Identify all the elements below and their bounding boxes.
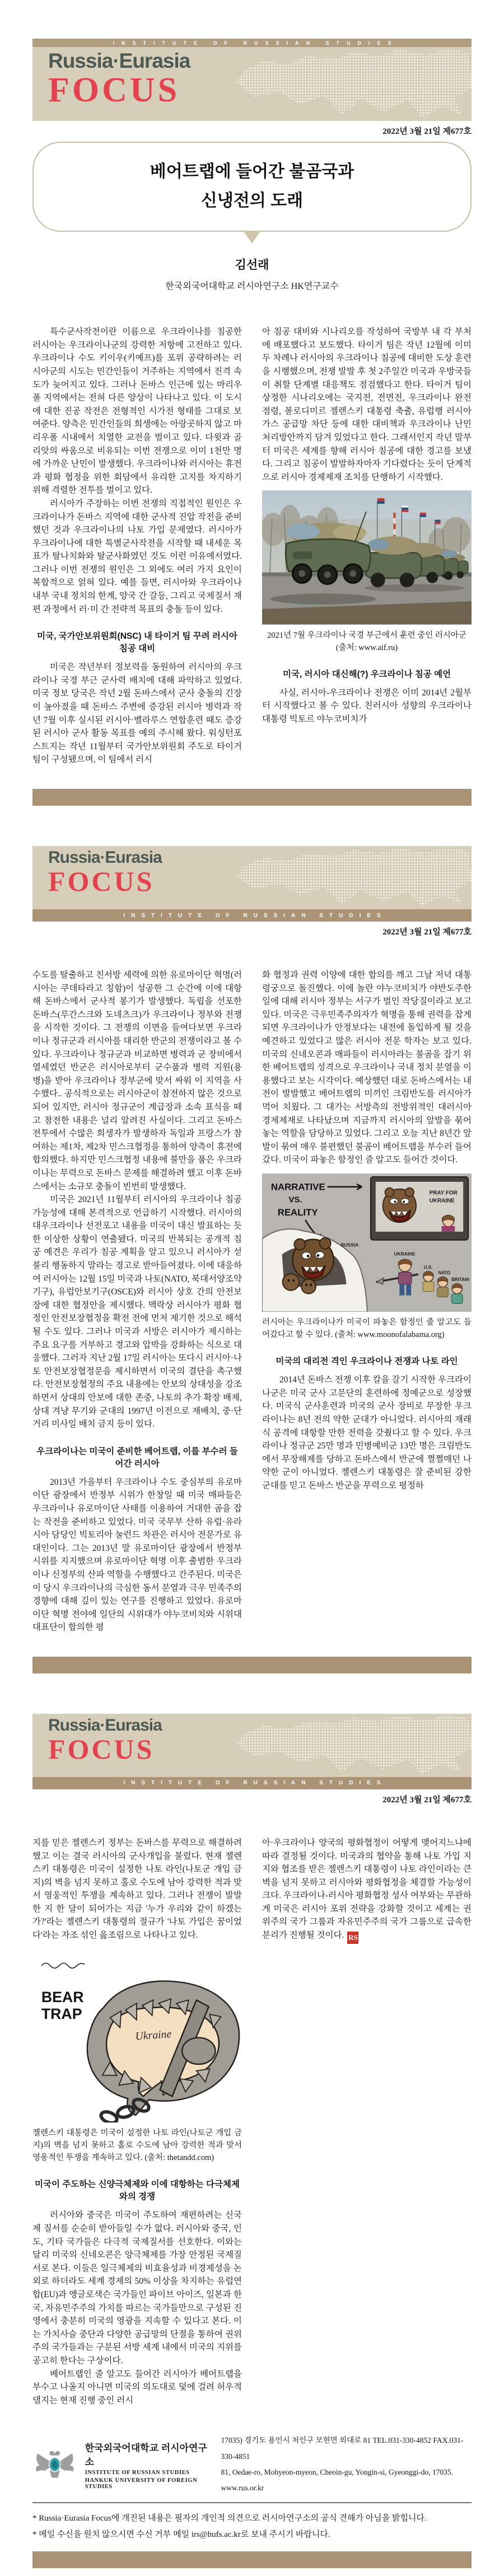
page1-footer-bar [32,789,472,806]
issue-date: 2022년 3월 21일 제677호 [382,928,472,937]
paragraph [262,1836,472,1944]
world-map-dots-icon [226,47,472,121]
svg-text:UKRAINE: UKRAINE [394,1251,416,1257]
footer-divider [32,2502,472,2503]
article-title-line1: 베어트랩에 들어간 불곰국과 [150,162,354,181]
paragraph: 2013년 가을부터 우크라이나 수도 중심부의 유로마이단 광장에서 반정부 시위가 한창일 때 미국 매파들은 우크라이나 유로마이단 사태를 이용하여 거대한 곰을 잡는 작전을 준비하고 있었다. 미국 국무부 산하 유럽·유라시아 담당인 빅토리아 눌런드 차관은 러시아 전문가로 유대인이다. 그는 2013년 말 유로마이단 광장에서 반정부 시위를 지지했으며 유로마이단 혁명 이후 출범한 우크라이나 신정부의 산파 역할을 수행했다고 간주된다. 미국은 이 당시 우크라이나의 극심한 동서 분열과 극우 민족주의 경향에 대해 깊이 있는 연구를 진행하고 있었다. 유로마이단 혁명 전야에 일단의 시위대가 야누코비치와 시위대 대표단이 합의한 평 [32,1477,242,1633]
bear-trap-cartoon [32,1957,242,2123]
page2-left-column [32,969,242,1634]
top-margin [0,0,504,39]
paragraph: 베어트랩인 줄 알고도 들어간 러시아가 베어트랩을 부수고 나올지 아니면 미국의 의도대로 덫에 걸려 허우적댈지는 현재 진행 중인 러시 [32,2369,242,2405]
bottom-margin [0,2568,504,2576]
issue-date: 2022년 3월 21일 제677호 [382,127,472,136]
page1-columns [32,325,472,766]
brand-line-focus: FOCUS [48,866,155,897]
bear-cartoon [262,1174,472,1312]
page-gap [0,1673,504,1714]
narrative-vs-reality-cartoon-image [262,1174,472,1312]
institute-banner: INSTITUTE OF RUSSIAN STUDIES [32,909,472,922]
author-name: 김선래 [235,259,269,272]
issue-date: 2022년 3월 21일 제677호 [382,1795,472,1804]
military-convoy-photo-image [262,490,472,624]
article-title-line2: 신냉전의 도래 [200,191,304,210]
page-3 [0,1714,504,2568]
paragraph: 아 침공 대비와 시나리오를 작성하여 국방부 내 각 부처에 배포했다고 보도했다. 타이거 팀은 작년 12월에 이미 두 차례나 러시아의 우크라이나 침공에 대비한 도상 훈련을 시행했으며, 전쟁 발발 후 첫 2주일간 미국과 우방국들이 취할 단계별 대응책도 점검했다고 한다. 타이거 팀이 상정한 시나리오에는 국지전, 전면전, 우크라이나 완전 점령, 볼로디미르 젤렌스키 대통령 축출, 유럽행 러시아 가스 공급망 차단 등에 대한 대비책과 우크라이나 난민 처리방안까지 담겨 있었다고 한다. 그래서인지 작년 말부터 미국은 세계를 향해 러시아 침공에 대한 경고를 보냈다. 그리고 침공이 발발하자마자 기다렸다는 듯이 단계적으로 러시아 경제제재 조치를 단행하기 시작했다. [262,327,472,482]
svg-text:Ukraine: Ukraine [134,2027,172,2043]
bear-trap-ukraine-map-image [32,1957,242,2123]
svg-text:BEAR: BEAR [41,1988,84,2005]
institute-name-kr: 한국외국어대학교 러시아연구소 [85,2442,207,2467]
masthead-band [32,1714,472,1777]
svg-text:NATO: NATO [438,1270,451,1275]
paragraph: 특수군사작전이란 이름으로 우크라이나를 침공한 러시아는 우크라이나군의 강력한 저항에 고전하고 있다. 우크라이나 수도 키이우(키예프)를 포위 공략하려는 러시아군의 시도는 민간인들이 거주하는 지역에서 진격 속도가 늦어지고 있다. 그러나 돈바스 인근에 있는 마리우폴 지역에서는 전혀 다른 양상이 나타나고 있다. 이 도시에 대한 진공 작전은 전형적인 시가전 형태를 그대로 보여준다. 양측은 민간인들의 희생에는 아랑곳하지 않고 마리우폴 시내에서 치열한 교전을 벌이고 있다. 다윗과 골리앗의 싸움으로 비유되는 이번 전쟁으로 이미 1천만 명에 가까운 난민이 발생했다. 우크라이나와 러시아는 휴전과 평화 협정을 위한 회담에서 유리한 고지를 차지하기 위해 격렬한 전투를 벌이고 있다. [32,327,242,495]
double-eagle-emblem-icon [32,2449,77,2480]
section-heading: 미국, 국가안보위원회(NSC) 내 타이거 팀 꾸려 러시아 침공 대비 [37,632,237,654]
paragraph: 2014년 돈바스 전쟁 이후 칼을 갈기 시작한 우크라이나군은 미국 군사 고문단의 훈련하에 정예군으로 성장했다. 미국식 군사훈련과 미국의 군사 장비로 무장한 우크라이나는 8년 전의 약한 군대가 아니었다. 러시아의 재래식 공격에 대항할 만한 전력을 갖췄다고 할 수 있다. 우크라이나 정규군 25만 명과 민병예비군 13만 명은 크림반도에서 무장해제를 당하고 돈바스에서 반군에 쩔쩔매던 나약한 군이 아니었다. 젤렌스키 대통령은 잘 준비된 강한 군대를 믿고 돈바스 반군을 무력으로 평정하 [262,1375,472,1490]
institute-footer [32,2433,472,2568]
brand-line-russia-eurasia: Russia·Eurasia [48,848,162,867]
svg-text:BRITAIN: BRITAIN [451,1277,469,1282]
page3-right-column [262,1836,472,2407]
disclaimer-note: * Russia·Eurasia Focus에 개진된 내용은 필자의 개인적 의견으로 러시아연구소의 공식 견해가 아님을 밝힙니다. [32,2513,427,2523]
institute-banner: INSTITUTE OF RUSSIAN STUDIES [32,1777,472,1789]
world-map-dots-icon [226,1714,472,1777]
page3-footer-bar [32,2551,472,2568]
brand-logo [48,849,162,895]
page-2 [0,846,504,1673]
paragraph: 러시아가 주장하는 이번 전쟁의 직접적인 원인은 우크라이나가 돈바스 지역에 대한 군사적 진압 작전을 준비했던 것과 우크라이나의 나토 가입 문제였다. 러시아가 우크라이나에 대한 특별군사작전을 시작할 때 내세운 목표가 탈나치화와 탈군사화였던 것도 이런 이유에서였다. 그러나 이번 전쟁의 원인은 그 외에도 여러 가지 요인이 복합적으로 얽혀 있다. 예를 들면, 러시아와 우크라이나 내부 국내 정치의 한계, 양국 간 갈등, 그리고 국제질서 재편 과정에서 러·미 간 전략적 목표의 충돌 등이 있다. [32,498,242,614]
paragraph: 사실, 러시아-우크라이나 전쟁은 이미 2014년 2월부터 시작했다고 볼 수 있다. 친러시아 성향의 우크라이나 대통령 빅토르 야누코비치가 [262,688,472,724]
brand-logo [48,1717,162,1763]
page-gap [0,806,504,846]
title-box-pointer-icon [244,231,260,244]
address-en: 81, Oedae-ro, Mohyeon-myeon, Cheoin-gu, Yongin-si, Gyeonggi-do, 17035. www.rus.or.kr [221,2468,454,2493]
paragraph-text: 아·우크라이나 양국의 평화협정이 어떻게 맺어지느냐에 따라 결정될 것이다. 미국과의 협약을 통해 나토 가입 지지와 협조를 받은 젤렌스키 대통령이 나토 라인이라는 큰 벽을 넘지 못하고 러시아와 평화협정을 체결할 가능성이 크다. 우크라이나-러시아 평화협정 성사 여부와는 무관하게 미국은 러시아 포위 전략을 강화할 것이고 세계는 권위주의 국가 그룹과 자유민주주의 국가 그룹으로 급속한 분리가 진행될 것이다. [262,1838,472,1941]
paragraph: 러시아와 중국은 미국이 주도하여 재편하려는 신국제 질서를 순순히 받아들일 수가 없다. 러시아와 중국, 인도, 기타 국가들은 다극적 국제질서를 선호한다. 이와는 달리 미국의 신네오콘은 양극체제를 가장 안정된 국제질서로 본다. 이들은 일극체제의 비효율성과 비경제성을 논외로 하더라도 세계 경제의 50% 이상을 차지하는 유럽연합(EU)과 앵글로색슨 국가들인 파이브 아이즈, 일본과 한국, 자유민주주의 가치를 따르는 국가들만으로 구성된 진영에서 충분히 미국의 영광을 지속할 수 있다고 본다. 이는 가치사슬 중단과 다양한 공급망의 단절을 통하여 권위주의 국가들과는 구분된 서방 세계 내에서 미국의 지위를 공고히 한다는 구상이다. [32,2210,242,2365]
svg-text:U.S.: U.S. [423,1265,433,1270]
photo-caption: 2021년 7월 우크라이나 국경 부근에서 훈련 중인 러시아군 (출처: www.aif.ru) [267,630,466,652]
institute-address-block [221,2433,472,2496]
brand-logo [48,50,190,107]
institute-banner: INSTITUTE OF RUSSIAN STUDIES [32,39,472,47]
world-map-dots-icon [226,846,472,909]
military-convoy-photo [262,490,472,624]
brand-line-russia-eurasia: Russia·Eurasia [48,49,190,72]
section-heading: 미국이 주도하는 신양극체제와 이에 대항하는 다극체제와의 경쟁 [35,2180,240,2202]
page3-left-column [32,1836,242,2407]
rs-logo-icon: RS [347,1932,358,1944]
brand-line-focus: FOCUS [48,71,180,109]
article-title-box [32,142,472,232]
section-heading: 미국, 러시아 대신해(?) 우크라이나 침공 예언 [282,669,451,679]
paragraph: 미국은 2021년 11월부터 러시아의 우크라이나 침공 가능성에 대해 본격적으로 언급하기 시작했다. 러시아의 대우크라이나 선전포고 내용을 미국이 대신 발표하는 듯한 이상한 상황이 연출됐다. 미국의 반복되는 공개적 침공 예견은 우리가 침공 계획을 알고 있으니 러시아가 섣불리 행동하지 말라는 경고로 받아들여졌다. 이에 대응하여 러시아는 12월 15일 미국과 나토(NATO, 북대서양조약기구), 유럽안보기구(OSCE)와 러시아 상호 간의 안전보장에 대한 협정안을 제시했다. 맥락상 러시아가 평화 협정인 안전보장협정을 확전 전에 먼저 제기한 것으로 해석될 수도 있다. 그러나 미국과 서방은 러시아가 제시하는 주요 요구를 거부하고 경고와 압박을 강화하는 식으로 대응했다. 그러자 지난 2월 17일 러시아는 또다시 러시아·나토 안전보장협정문을 제시하면서 미국의 결단을 촉구했다. 안전보장협정의 주요 내용에는 안보의 상대성을 강조하면서 상대의 안보에 대한 존중, 나토의 추가 확장 배제, 상대 겨냥 무기와 군대의 1997년 이전으로 재배치, 중·단거리 미사일 배치 금지 등이 있다. [32,1195,242,1429]
paragraph: 미국은 작년부터 정보력을 동원하여 러시아의 우크라이나 국경 부근 군사력 배치에 대해 파악하고 있었다. 미국 정보 당국은 작년 2월 돈바스에서 군사 충돌의 긴장이 높아졌을 때 돈바스 주변에 증강된 러시아 병력과 작년 7월 이후 실시된 러시아·벨라루스 연합훈련 때도 증강된 러시아 군사 활동 목표를 예의 주시해 왔다. 워싱턴포스트지는 작년 11월부터 국가안보위원회 주도로 타이거 팀이 구성됐으며, 이 팀에서 러시 [32,662,242,765]
institute-name-en2: HANKUK UNIVERSITY OF FOREIGN STUDIES [85,2477,198,2490]
unsubscribe-note: * 메일 수신을 원치 않으시면 수신 거부 메일 irs@hufs.ac.kr로 보내 주시기 바랍니다. [32,2530,330,2539]
paragraph: 지를 믿은 젤렌스키 정부는 돈바스를 무력으로 해결하려 했고 이는 결국 러시아의 군사개입을 불렀다. 현재 젤렌스키 대통령은 미국이 설정한 나토 라인(나토군 개입 금지)의 벽을 넘지 못하고 홀로 수도에 남아 강력한 적과 맞서 영웅적인 투쟁을 계속하고 있다. 그러나 전쟁이 발발한 지 한 달이 되어가는 지금 '누가 우리와 같이 하겠는가?'라는 젤렌스키 대통령의 절규가 '나토 가입은 꿈이었다'라는 자조 섞인 읊조림으로 나타나고 있다. [32,1838,242,1941]
svg-text:RUSSIA: RUSSIA [340,1242,359,1248]
institute-name-en1: INSTITUTE OF RUSSIAN STUDIES [85,2469,190,2476]
svg-text:VS.: VS. [288,1195,302,1205]
page1-left-column [32,325,242,766]
page2-columns [32,969,472,1634]
page-1 [0,39,504,806]
author-affiliation: 한국외국어대학교 러시아연구소 HK연구교수 [165,282,339,292]
paragraph: 화 협정과 권력 이양에 대한 합의를 깨고 그날 저녁 대통령궁으로 돌진했다. 이에 놀란 야누코비치가 야반도주한 일에 대해 러시아 정부는 서구가 벌인 작당질이라고 보고 있다. 미국은 극우민족주의자가 혁명을 통해 권력을 잡게 되면 우크라이나가 안정보다는 내전에 돌입하게 될 것을 예견하고 있었다고 많은 러시아 전문 학자는 보고 있다. 미국의 신네오콘과 매파들이 러시아라는 불곰을 잡기 위한 베어트랩의 성격으로 우크라이나 국내 정치 분열을 이용했다고 보는 시각이다. 예상했던 대로 돈바스에서는 내전이 발발했고 베어트랩의 미끼인 크림반도를 러시아가 먹어 치웠다. 그 대가는 서방측의 전방위적인 대러시아 경제제재로 나타났으며 지금까지 러시아의 앞발을 묶어 놓는 역할을 담당하고 있었다. 그리고 오늘 지난 8년간 앞발이 묶여 매우 불편했던 불곰이 베어트랩을 부수러 들어갔다. 미국이 파놓은 함정인 줄 알고도 들어간 것이다. [262,970,472,1165]
institute-footer-row [32,2433,472,2496]
address-kr: 17035) 경기도 용인시 처인구 모현면 외대로 81 TEL.031-330-4852 FAX.031-330-4851 [221,2436,464,2461]
institute-name-block [85,2440,213,2490]
page2-right-column [262,969,472,1634]
svg-text:TRAP: TRAP [41,2005,82,2022]
svg-text:REALITY: REALITY [277,1207,318,1218]
paragraph: 수도를 탈출하고 친서방 세력에 의한 유로마이단 혁명(러시아는 쿠데타라고 칭함)이 성공한 그 순간에 이에 대항해 돈바스에서 군사적 봉기가 발생했다. 독립을 선포한 돈바스(루간스크와 도네츠크)가 우크라이나 정부와 전쟁을 시작한 것이다. 그 전쟁의 이면을 들여다보면 우크라이나 정규군과 러시아를 대리한 반군의 전쟁이라고 볼 수 있다. 우크라이나 정규군과 비교하면 병력과 군 장비에서 열세였던 반군은 러시아로부터 군수품과 병력 지원(용병)을 받아 우크라이나 정부군에 맞서 싸워 이 지역을 사수했다.. 공식적으로는 러시아군이 참전하지 않은 것으로 되어 있지만, 러시아 정규군이 계급장과 소속 표식을 떼고 참전한 내용은 널리 알려진 사실이다. 그리고 돈바스 전투에서 수많은 희생자가 발생하자 독일과 프랑스가 참여하는 제1차, 제2차 민스크협정을 통하여 양측이 휴전에 합의했다. 하지만 민스크협정 내용에 불만을 품은 우크라이나는 무력으로 돈바스 문제를 해결하려 했고 이후 돈바스에서는 소규모 충돌이 빈번히 발생했다. [32,970,242,1191]
svg-text:UKRAINE: UKRAINE [429,1198,455,1204]
page3-columns [32,1836,472,2407]
svg-text:NARRATIVE: NARRATIVE [270,1181,325,1193]
page1-right-column [262,325,472,766]
masthead-band [32,846,472,909]
masthead-band [32,47,472,121]
cartoon-caption: 젤렌스키 대통령은 미국이 설정한 나토 라인(나토군 개입 금지)의 벽을 넘지 못하고 홀로 수도에 남아 강력한 적과 맞서 영웅적인 투쟁을 계속하고 있다. (출처: thetandd.com) [32,2129,242,2163]
svg-text:PRAY FOR: PRAY FOR [429,1190,458,1196]
brand-line-russia-eurasia: Russia·Eurasia [48,1715,162,1735]
section-heading: 우크라이나는 미국이 준비한 베어트랩, 이를 부수러 들어간 러시아 [36,1446,238,1469]
section-heading: 미국의 대리전 격인 우크라이나 전쟁과 나토 라인 [276,1357,458,1367]
brand-line-focus: FOCUS [48,1733,155,1765]
page2-footer-bar [32,1657,472,1673]
cartoon-caption: 러시아는 우크라이나가 미국이 파놓은 함정인 줄 알고도 들어갔다고 할 수 있다. (출처: www.moonofalabama.org) [262,1318,472,1340]
